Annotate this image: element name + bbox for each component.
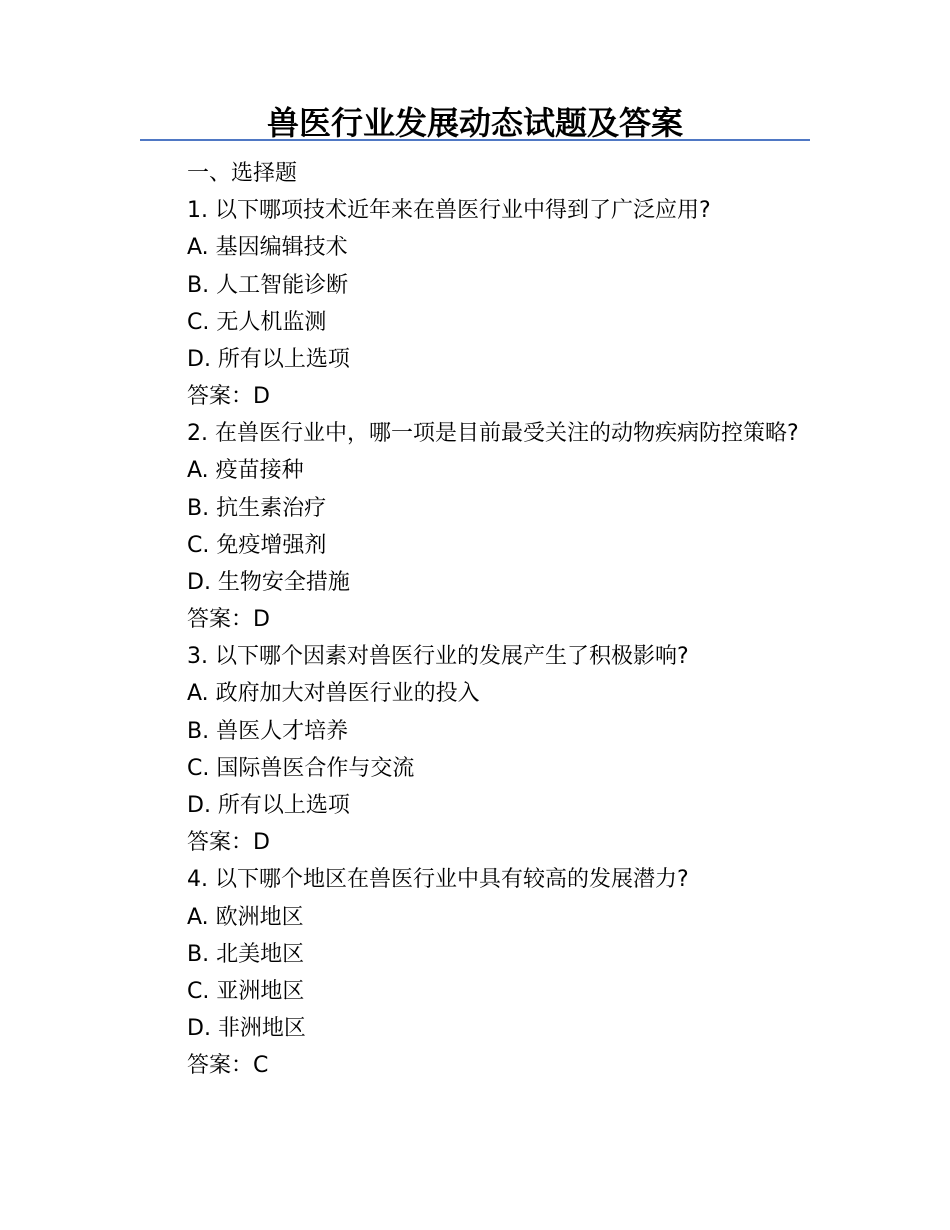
- question-1: 1. 以下哪项技术近年来在兽医行业中得到了广泛应用?: [187, 198, 711, 224]
- question-3-answer: 答案：D: [187, 830, 270, 856]
- question-2-option-a: A. 疫苗接种: [187, 458, 304, 484]
- question-1-answer: 答案：D: [187, 384, 270, 410]
- question-3-option-b: B. 兽医人才培养: [187, 718, 349, 744]
- question-4-option-d: D. 非洲地区: [187, 1016, 306, 1042]
- question-3-option-a: A. 政府加大对兽医行业的投入: [187, 681, 480, 707]
- question-2: 2. 在兽医行业中，哪一项是目前最受关注的动物疾病防控策略?: [187, 421, 799, 447]
- question-1-option-d: D. 所有以上选项: [187, 346, 350, 372]
- question-3-option-d: D. 所有以上选项: [187, 793, 350, 818]
- question-3-option-c: C. 国际兽医合作与交流: [187, 755, 415, 781]
- question-4-option-b: B. 北美地区: [187, 941, 305, 967]
- question-1-option-a: A. 基因编辑技术: [187, 235, 348, 261]
- question-2-option-d: D. 生物安全措施: [187, 569, 350, 595]
- question-4-option-a: A. 欧洲地区: [187, 904, 304, 930]
- title-underline: [140, 139, 810, 141]
- question-4-option-c: C. 亚洲地区: [187, 978, 305, 1004]
- question-1-option-c: C. 无人机监测: [187, 309, 327, 335]
- document-title: 兽医行业发展动态试题及答案: [266, 104, 683, 142]
- section-heading: 一、选择题: [187, 161, 298, 186]
- question-1-option-b: B. 人工智能诊断: [187, 272, 349, 298]
- question-2-option-c: C. 免疫增强剂: [187, 532, 327, 558]
- question-4-answer: 答案：C: [187, 1053, 269, 1079]
- document-body: [140, 155, 812, 1085]
- question-4: 4. 以下哪个地区在兽医行业中具有较高的发展潜力?: [187, 867, 689, 893]
- question-3: 3. 以下哪个因素对兽医行业的发展产生了积极影响?: [187, 644, 689, 670]
- question-2-option-b: B. 抗生素治疗: [187, 495, 327, 521]
- question-2-answer: 答案：D: [187, 607, 270, 633]
